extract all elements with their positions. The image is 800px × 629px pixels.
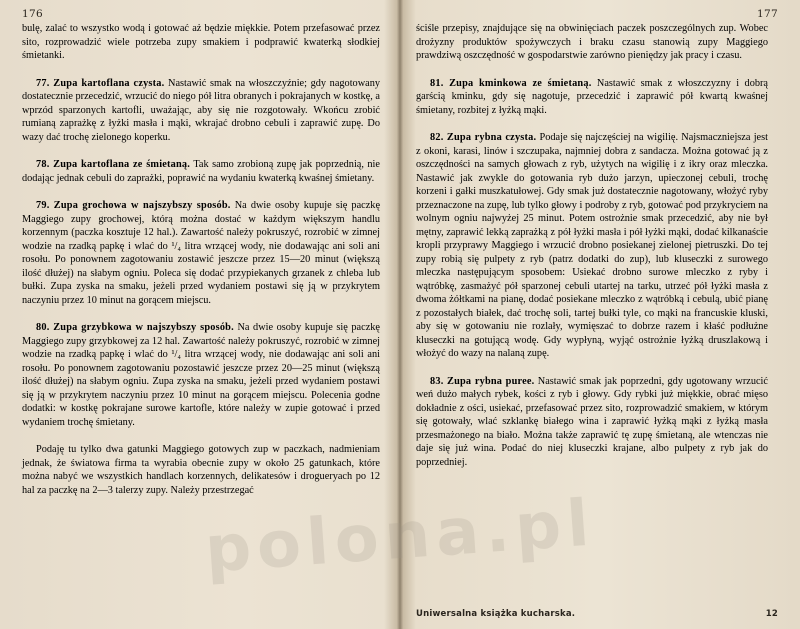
recipe-82-text: Podaje się najczęściej na wigilię. Najsmaczniejsza jest z okoni, karasi, linów i szczupaka, najmniej dobra z sandacza. Można gotować ją z oszczędności na samych głowach z ryb, użytych na wigilię i z ikry oraz mleczka. Nastawić jak zwykle do gotowania ryb dużo jarzyn, upieczonej cebuli, trochę korzeni i gałki muszkatułowej. Gdy smak już dostatecznie nagotowany, włożyć ryby przeznaczone na zupę, lub tylko głowy i podroby z ryb, gotować pod przykryciem na wolnym ogniu najwyżej 25 minut. Potem ostrożnie smak przecedzić, aby nie był mętny, zaprawić lekką zaprażką z pół łyżki masła i pół łyżki mąki, dodać kilkanaście kropli przyprawy Maggiego i wrzucić drobno posiekanej zielonej pietruszki. Do tej zupy robią się pulpety z ryb (patrz dodatki do zup), lub kluseczki z surowego mleczka następującym sposobem: Usiekać drobno surowe mleczko z ryby i wątróbkę, zasmażyć pół sparzonej cebuli utartej na tarku, utrzeć pół łyżki masła z dwoma żółtkami na pianę, dodać posiekane mleczko z wątróbką i cebulą, ubić pianę z pozostałych białek, dać trochę soli, tartej bułki tyle, co mąki na francuskie kluski, aby się w gotowaniu nie rozlały, wymięszać to dobrze razem i kłaść podłużne kluseczki na gotującą wodę. Gdy wypłyną, wyjąć ostrożnie łyżką druszlakową i włożyć do wazy na nalaną zupę. bbox=[416, 132, 768, 359]
right-page-body bbox=[416, 22, 768, 483]
right-paragraph bbox=[416, 22, 768, 63]
recipe-83-text: Nastawić smak jak poprzedni, gdy ugotowany wrzucić weń dużo małych rybek, kości z ryb i głowy. Gdy rybki już miękkie, obrać mięso dokładnie z ości, usiekać, przefasować przez sito, rozprowadzić smakiem, w którym się gotowały, wlać szklankę białego wina i zaprawić łyżką mąki z łyżką masła przesmażonego na biało. Można także zaprawić tę zupę śmietaną, ale wtenczas nie daje się już wina. Podać do niej kluseczki krajane, albo pulpety z ryb jak do poprzedniej. bbox=[416, 375, 768, 468]
recipe-80 bbox=[22, 321, 380, 429]
recipe-78-title: 78. Zupa kartoflana ze śmietaną. bbox=[36, 159, 191, 170]
footer-book-title: Uniwersalna książka kucharska. bbox=[416, 609, 576, 619]
recipe-83 bbox=[416, 375, 768, 470]
recipe-78 bbox=[22, 158, 380, 185]
recipe-77-text: Nastawić smak na włoszczyźnie; gdy nagotowany dostatecznie przecedzić, wrzucić do niego pół litra obranych i pokrajanych w kostkę, a wprzód sparzonych kartofli, uważając, aby się nie rozgotowały. Wkońcu zrobić rumianą zaprażkę z łyżki masła i mąki, wkrajać drobno cebuli i zaprawić zupę. Do wazy dać trochę zielonego koperku. bbox=[22, 77, 381, 143]
left-page-body bbox=[22, 22, 380, 511]
recipe-77 bbox=[22, 77, 380, 145]
recipe-83-title: 83. Zupa rybna puree. bbox=[430, 375, 535, 387]
footer-signature: 12 bbox=[765, 609, 778, 619]
watermark: polona.pl bbox=[202, 486, 598, 588]
recipe-79-text: Na dwie osoby kupuje się paczkę Maggiego zupy grochowej, którą można dostać w każdym większym handlu korzennym (paczka kosztuje 12 hal.). Zawartość należy pokruszyć, rozrobić w zimnej wodzie na rzadką papkę i wlać do ¹/₄ litra wrzącej wody, nie dodawając ani soli ani rosołu. Po ponownem zagotowaniu zostawić jeszcze przez 15—20 minut (większą ilość dłużej) na słabym ogniu. Poleca się dodać przypiekanych grzanek z chleba lub bułki. Zupa zyska na smaku, jeżeli przed wydaniem postawi się ją w przykrytem naczyniu przez 10 minut na gorącem miejscu. bbox=[22, 200, 381, 306]
right-page-number: 177 bbox=[757, 8, 778, 20]
recipe-81-title: 81. Zupa kminkowa ze śmietaną. bbox=[430, 77, 592, 89]
recipe-82 bbox=[416, 131, 768, 361]
recipe-77-title: 77. Zupa kartoflana czysta. bbox=[36, 77, 165, 89]
left-closing-text: Podaję tu tylko dwa gatunki Maggiego gotowych zup w paczkach, nadmieniam jednak, że światowa firma ta wyrabia obecnie zupy w około 25 gatunkach, które można nabyć we wszystkich handlach korzennych, delikatesów i drogueryach po 12 hal za paczkę na 2—3 talerzy zupy. Należy przestrzegać bbox=[22, 444, 380, 496]
recipe-78-text: Tak samo zrobioną zupę jak poprzednią, nie dodając jednak cebuli do zaprażki, poprawić na wydaniu kwaterką kwaśnej śmietany. bbox=[22, 159, 380, 184]
right-paragraph-text: ściśle przepisy, znajdujące się na obwinięciach paczek poszczególnych zup. Wobec drożyzny produktów spożywczych i braku czasu stanowią zupy Maggiego prawdziwą oszczędność w gospodarstwie zarówno pieniędzy jak pracy i czasu. bbox=[416, 23, 768, 61]
left-page-number: 176 bbox=[22, 8, 43, 20]
recipe-79 bbox=[22, 199, 380, 307]
left-paragraph-text: bulę, zalać to wszystko wodą i gotować aż będzie miękkie. Potem przefasować przez sito, rozprowadzić wiele potrzeba zupy smakiem i podprawić kwaterką słodkiej śmietanki. bbox=[22, 23, 380, 61]
recipe-79-title: 79. Zupa grochowa w najszybszy sposób. bbox=[36, 200, 231, 211]
recipe-81-text: Nastawić smak z włoszczyzny i dobrą garścią kminku, gdy się nagotuje, przecedzić i zaprawić pół kwartą kwaśnej śmietany, rozbitej z łyżką mąki. bbox=[416, 77, 768, 116]
left-closing-paragraph bbox=[22, 443, 380, 497]
left-paragraph bbox=[22, 22, 380, 63]
recipe-80-title: 80. Zupa grzybkowa w najszybszy sposób. bbox=[36, 322, 234, 333]
recipe-82-title: 82. Zupa rybna czysta. bbox=[430, 132, 537, 143]
recipe-80-text: Na dwie osoby kupuje się paczkę Maggiego zupy grzybkowej za 12 hal. Zawartość należy pokruszyć, rozrobić w zimnej wodzie na rzadką papkę i wlać do ¹/₄ litra wrzącej wody, nie dodawając ani soli ani rosołu. Po ponownem zagotowaniu pozostawić jeszcze przez 20—25 minut (większą ilość dłużej) na słabym ogniu. Zupa zyska na smaku, jeżeli przed wydaniem postawi się ją w przykrytem naczyniu przez 10 minut na gorącem miejscu. Polecenia godne dodatki: w kostkę pokrajane surowe kartofle, które należy w zupie gotować i przed wydaniem trochę śmietany. bbox=[22, 322, 380, 428]
recipe-81 bbox=[416, 77, 768, 118]
